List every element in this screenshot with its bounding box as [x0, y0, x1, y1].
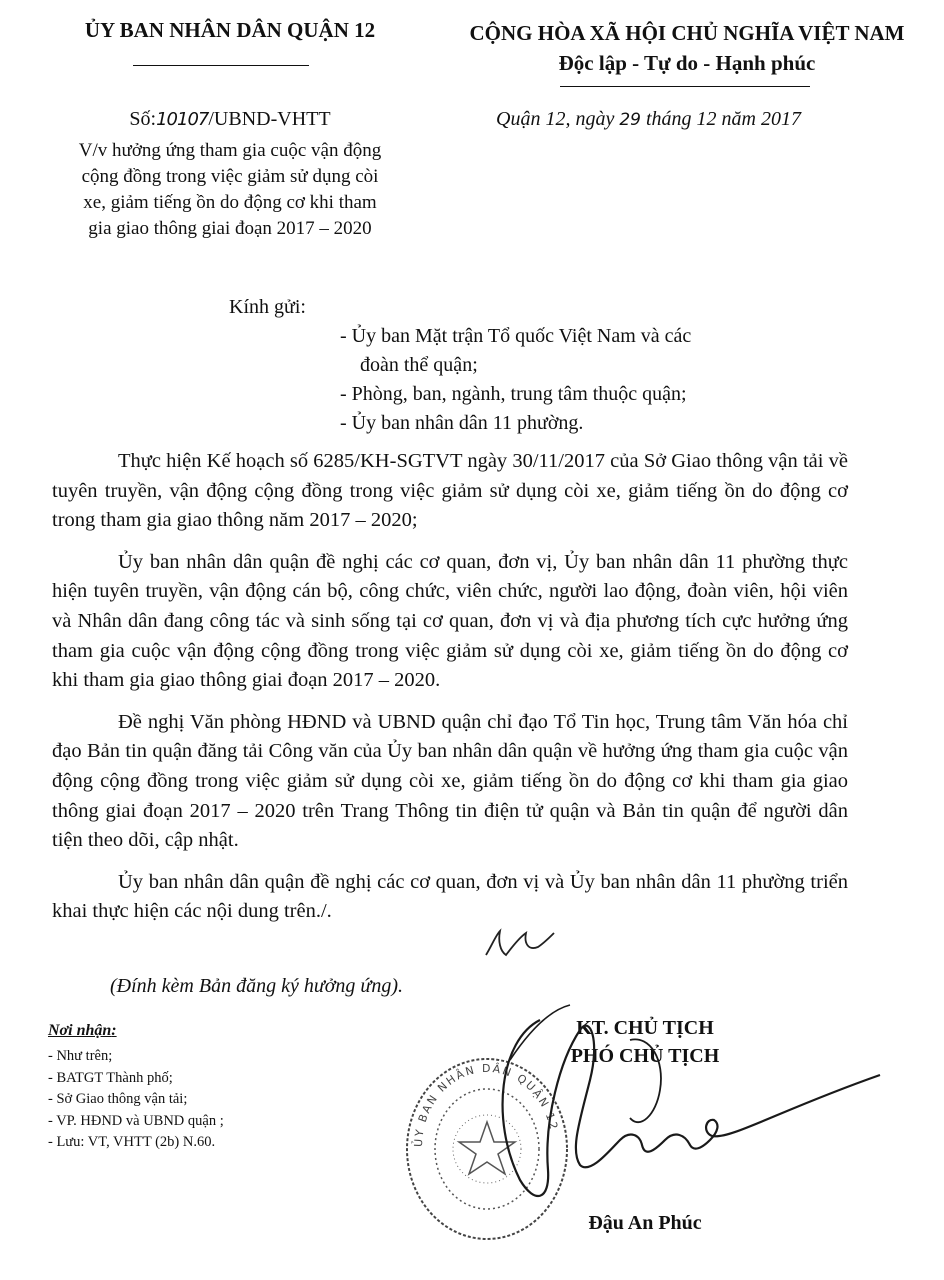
signature-title-line-1: KT. CHỦ TỊCH: [576, 1017, 714, 1039]
subject-line: V/v hưởng ứng tham gia cuộc vận động: [78, 140, 382, 161]
doc-number-prefix: Số:: [129, 108, 157, 130]
distribution-list: [48, 1046, 224, 1154]
body-paragraph: Đề nghị Văn phòng HĐND và UBND quận chỉ đạo Tổ Tin học, Trung tâm Văn hóa chỉ đạo Bản tin quận đăng tải Công văn của Ủy ban nhân dân quận về hưởng ứng tham gia cuộc vận động cộng đồng trong việc giảm sử dụng còi xe, giảm tiếng ồn do động cơ khi tham gia giao thông giai đoạn 2017 – 2020 trên Trang Thông tin điện tử quận và Bản tin quận để người dân tiện theo dõi, cập nhật.: [52, 710, 848, 852]
distribution-title-colon: :: [111, 1022, 117, 1039]
handwritten-doc-number: 10107: [156, 109, 209, 130]
handwritten-day: 29: [619, 110, 641, 130]
body-paragraph: Thực hiện Kế hoạch số 6285/KH-SGTVT ngày 30/11/2017 của Sở Giao thông vận tải về tuyên truyền, vận động cộng đồng trong việc giảm sử dụng còi xe, giảm tiếng ồn do động cơ trong tham gia giao thông năm 2017 – 2020;: [52, 450, 848, 532]
recipient-item: - Ủy ban nhân dân 11 phường.: [340, 412, 584, 434]
distribution-item: - BATGT Thành phố;: [48, 1069, 173, 1086]
country-title: CỘNG HÒA XÃ HỘI CHỦ NGHĨA VIỆT NAM: [469, 21, 905, 45]
subject-block: [40, 138, 420, 242]
subject-line: xe, giảm tiếng ồn do động cơ khi tham: [83, 192, 377, 213]
recipient-item: - Ủy ban Mặt trận Tổ quốc Việt Nam và các: [340, 325, 692, 347]
signer-name: Đậu An Phúc: [588, 1212, 702, 1234]
distribution-title-text: Nơi nhận: [48, 1022, 112, 1039]
distribution-item: - Như trên;: [48, 1048, 113, 1064]
document-body: [52, 447, 848, 939]
signature-title-line-2: PHÓ CHỦ TỊCH: [570, 1045, 720, 1067]
subject-line: gia giao thông giai đoạn 2017 – 2020: [88, 218, 372, 239]
recipient-item: - Phòng, ban, ngành, trung tâm thuộc quận;: [340, 383, 687, 405]
seal-text: ỦY BAN NHÂN DÂN QUẬN 12: [411, 1061, 561, 1148]
motto-underline: [560, 86, 810, 87]
national-motto: Độc lập - Tự do - Hạnh phúc: [558, 51, 816, 75]
distribution-item: - VP. HĐND và UBND quận ;: [48, 1112, 224, 1129]
attachment-note: (Đính kèm Bản đăng ký hưởng ứng).: [110, 975, 403, 997]
recipient-item-continued: đoàn thể quận;: [360, 354, 478, 376]
recipients-list: [340, 322, 810, 438]
body-paragraph: Ủy ban nhân dân quận đề nghị các cơ quan, đơn vị và Ủy ban nhân dân 11 phường triển khai thực hiện các nội dung trên./.: [52, 870, 848, 923]
document-number: [40, 108, 420, 131]
distribution-title: [48, 1022, 117, 1040]
distribution-item: - Lưu: VT, VHTT (2b) N.60.: [48, 1134, 216, 1150]
handwritten-initial: [478, 925, 558, 965]
recipients-label: Kính gửi:: [229, 296, 306, 318]
agency-underline: [133, 65, 309, 66]
national-header: [432, 18, 942, 78]
subject-line: cộng đồng trong việc giảm sử dụng còi: [81, 166, 379, 187]
document-date: [496, 108, 801, 131]
issuing-agency: ỦY BAN NHÂN DÂN QUẬN 12: [84, 18, 376, 42]
date-prefix: Quận 12, ngày: [496, 108, 620, 130]
handwritten-signature: [480, 1000, 920, 1230]
date-suffix: tháng 12 năm 2017: [640, 108, 801, 130]
body-paragraph: Ủy ban nhân dân quận đề nghị các cơ quan, đơn vị, Ủy ban nhân dân 11 phường thực hiện tuyên truyền, vận động cán bộ, công chức, viên chức, người lao động, đoàn viên, hội viên và Nhân dân đang công tác và sinh sống tại cơ quan, đơn vị và địa phương tích cực hưởng ứng tham gia cuộc vận động cộng đồng trong việc giảm sử dụng còi xe, giảm tiếng ồn do động cơ khi tham gia giao thông giai đoạn 2017 – 2020.: [52, 550, 848, 692]
distribution-item: - Sở Giao thông vận tải;: [48, 1091, 188, 1107]
doc-number-suffix: /UBND-VHTT: [208, 108, 331, 130]
